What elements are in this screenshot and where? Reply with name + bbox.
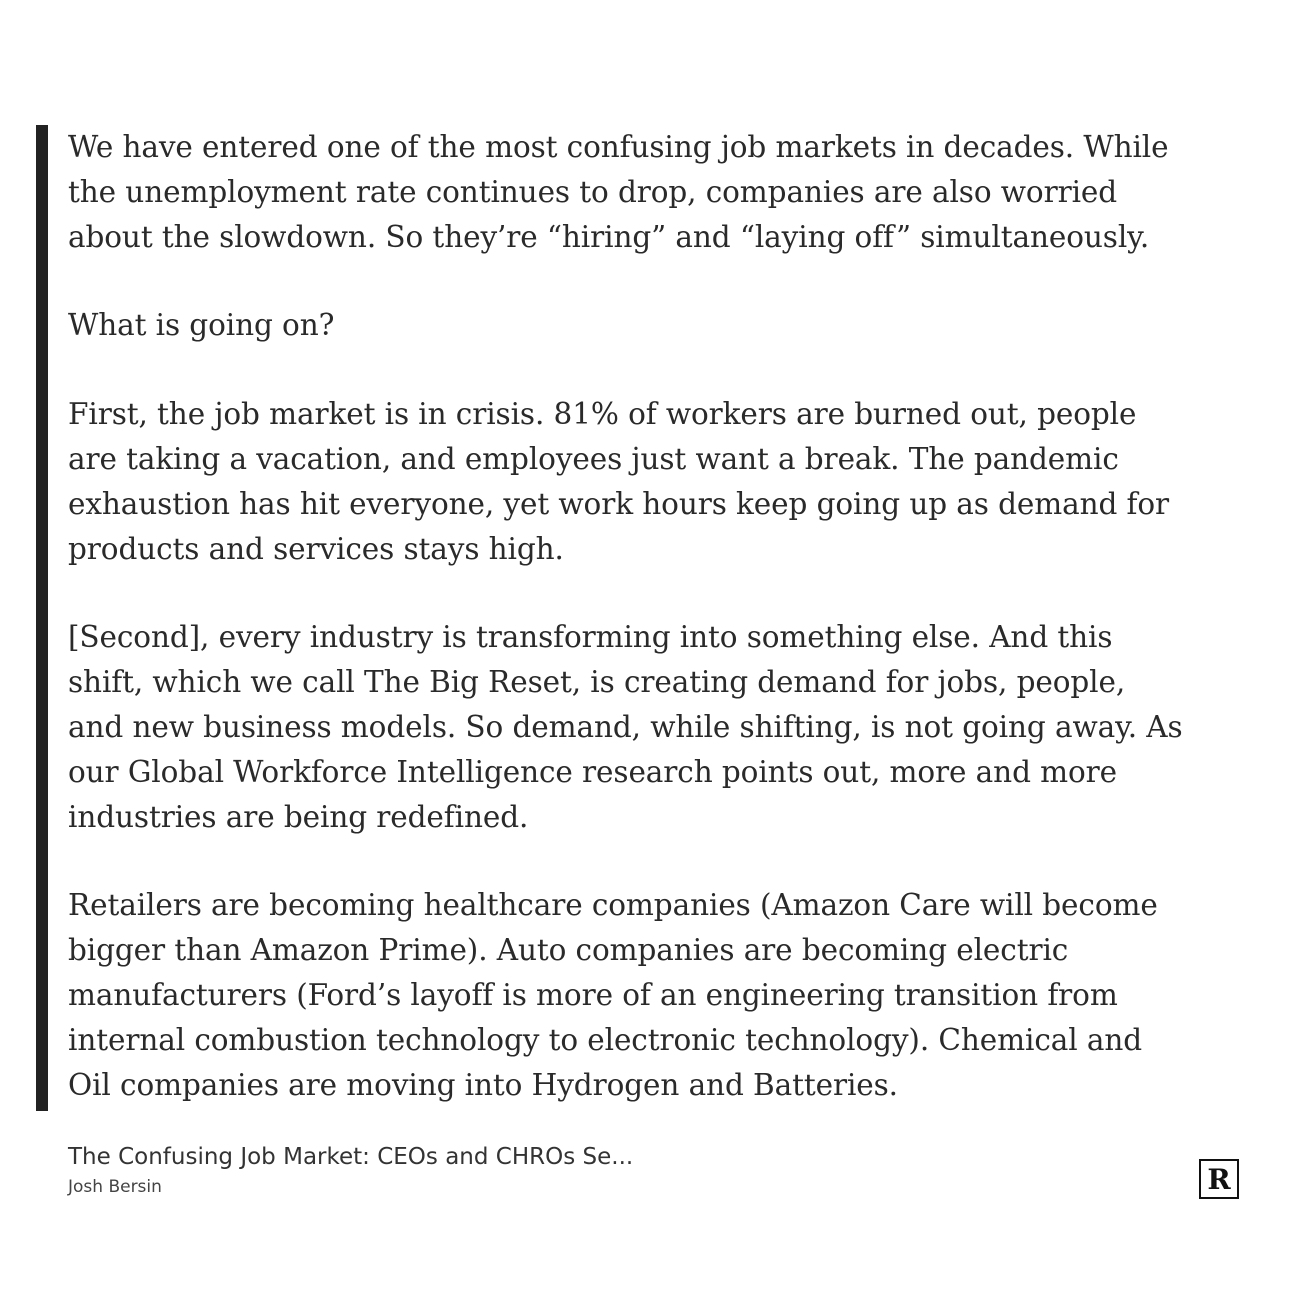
paragraph-4: [Second], every industry is transforming into something else. And this shift, which we call The Big Reset, is creating demand for jobs, people, and new business models. So demand, while shifting, is not going away. As our Global Workforce Intelligence research points out, more and more industries are being redefined. xyxy=(68,620,1183,834)
paragraph-5: Retailers are becoming healthcare companies (Amazon Care will become bigger than Amazon Prime). Auto companies are becoming electric manufacturers (Ford’s layoff is more of an engineering transition from internal combustion technology to electronic technology). Chemical and Oil companies are moving into Hydrogen and Batteries. xyxy=(68,888,1158,1102)
highlight-quote xyxy=(36,125,1188,1111)
source-info xyxy=(68,1140,633,1200)
source-author: Josh Bersin xyxy=(68,1177,162,1197)
readwise-logo-icon: R xyxy=(1199,1159,1239,1199)
paragraph-3: First, the job market is in crisis. 81% of workers are burned out, people are taking a vacation, and employees just want a break. The pandemic exhaustion has hit everyone, yet work hours keep going up as demand for products and services stays high. xyxy=(68,397,1170,566)
paragraph-2: What is going on? xyxy=(68,308,335,343)
paragraph-1: We have entered one of the most confusing job markets in decades. While the unemployment rate continues to drop, companies are also worried about the slowdown. So they’re “hiring” and “laying off” simultaneously. xyxy=(68,130,1169,254)
source-title[interactable]: The Confusing Job Market: CEOs and CHROs Se... xyxy=(68,1144,634,1170)
